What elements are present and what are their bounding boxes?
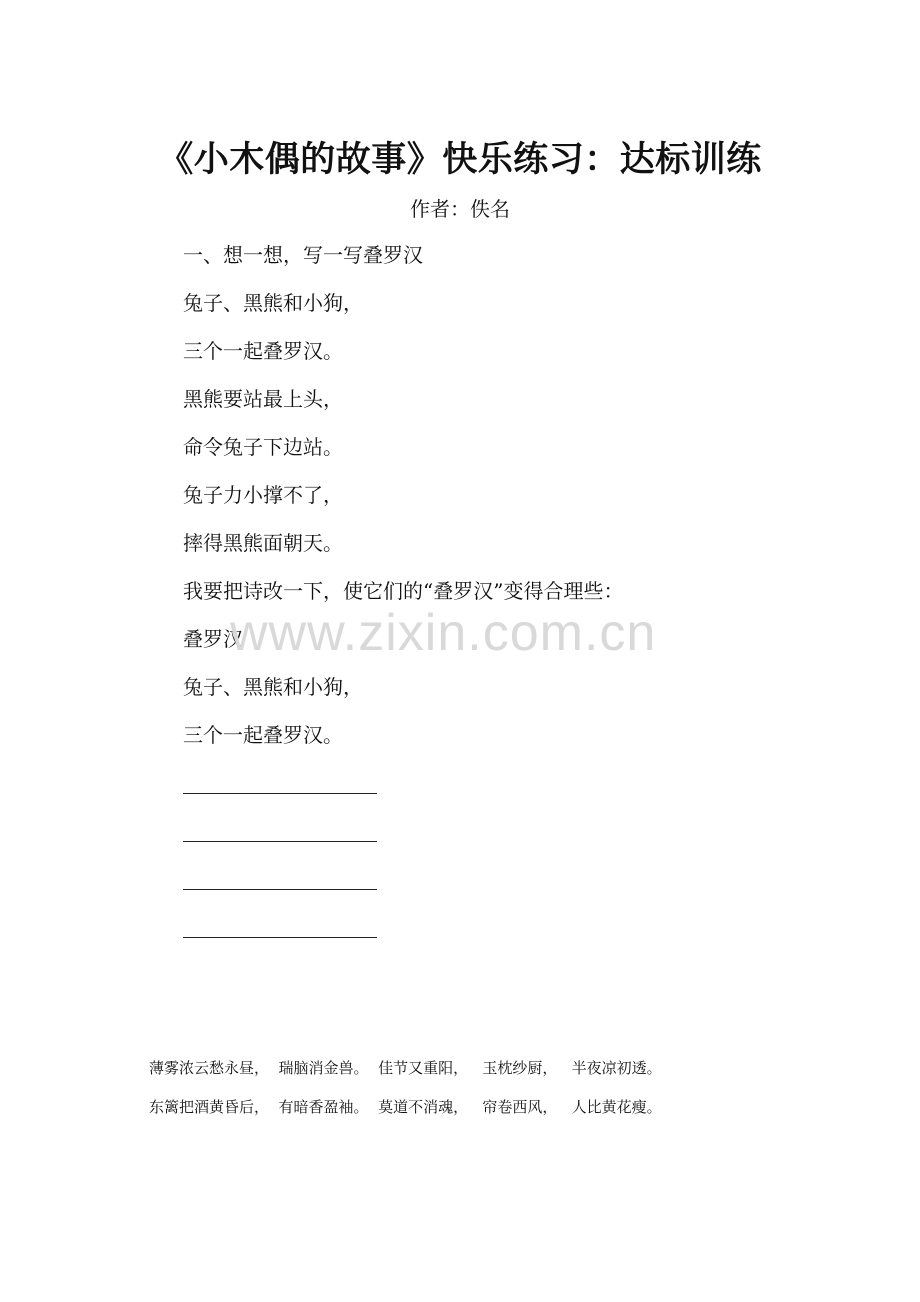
answer-blank-line[interactable] bbox=[183, 889, 377, 890]
footer-poem-line: 薄雾浓云愁永昼， 瑞脑消金兽。 佳节又重阳， 玉枕纱厨， 半夜凉初透。 bbox=[149, 1059, 662, 1077]
answer-blank-line[interactable] bbox=[183, 793, 377, 794]
exercise-heading: 一、想一想，写一写叠罗汉 bbox=[183, 243, 423, 267]
document-author: 作者：佚名 bbox=[410, 197, 510, 221]
watermark: www.zixin.com.cn bbox=[230, 604, 657, 662]
poem-line: 三个一起叠罗汉。 bbox=[183, 723, 343, 747]
instruction-text: 我要把诗改一下，使它们的“叠罗汉”变得合理些： bbox=[183, 579, 624, 603]
poem-line: 三个一起叠罗汉。 bbox=[183, 339, 343, 363]
poem-line: 摔得黑熊面朝天。 bbox=[183, 531, 343, 555]
poem-line: 兔子力小撑不了， bbox=[183, 483, 343, 507]
rewrite-title: 叠罗汉 bbox=[183, 627, 243, 651]
answer-blank-line[interactable] bbox=[183, 841, 377, 842]
footer-poem-line: 东篱把酒黄昏后， 有暗香盈袖。 莫道不消魂， 帘卷西风， 人比黄花瘦。 bbox=[149, 1098, 662, 1116]
answer-blank-line[interactable] bbox=[183, 937, 377, 938]
poem-line: 命令兔子下边站。 bbox=[183, 435, 343, 459]
poem-line: 兔子、黑熊和小狗， bbox=[183, 291, 363, 315]
poem-line: 黑熊要站最上头， bbox=[183, 387, 343, 411]
poem-line: 兔子、黑熊和小狗， bbox=[183, 675, 363, 699]
document-title: 《小木偶的故事》快乐练习：达标训练 bbox=[158, 139, 762, 180]
